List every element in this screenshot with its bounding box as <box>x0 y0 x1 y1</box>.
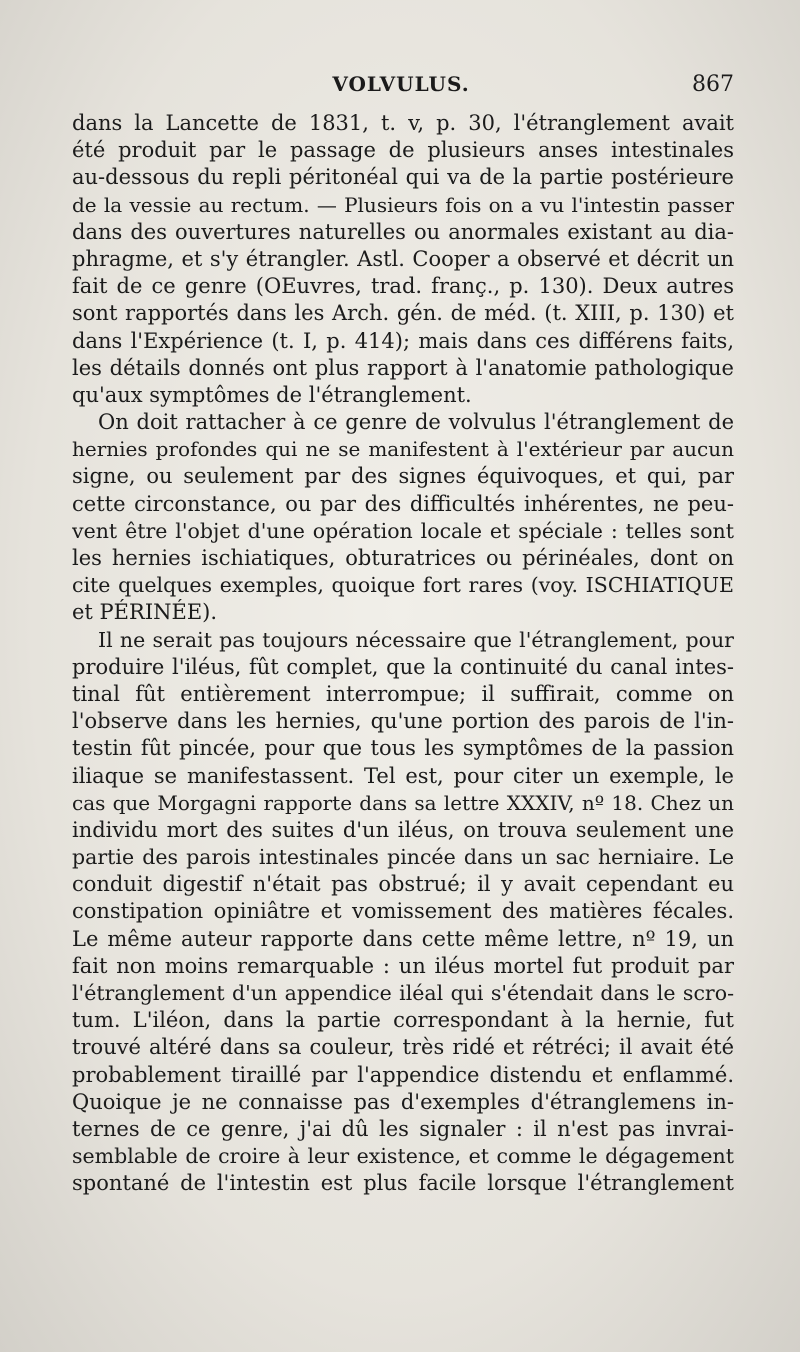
text-line: Quoique je ne connaisse pas d'exemples d'étranglemens in- <box>72 1089 734 1114</box>
text-line: été produit par le passage de plusieurs anses intestinales <box>72 138 734 163</box>
text-line: semblable de croire à leur existence, et comme le dégagement <box>72 1144 734 1169</box>
text-line: cette circonstance, ou par des difficultés inhérentes, ne peu- <box>72 491 734 516</box>
text-line: cite quelques exemples, quoique fort rares (voy. ISCHIATIQUE <box>72 573 734 598</box>
text-line: dans la Lancette de 1831, t. v, p. 30, l'étranglement avait <box>72 111 734 135</box>
text-line: probablement tiraillé par l'appendice distendu et enflammé. <box>72 1062 734 1087</box>
text-line: iliaque se manifestassent. Tel est, pour citer un exemple, le <box>72 763 734 788</box>
text-line: ternes de ce genre, j'ai dû les signaler : il n'est pas invrai- <box>72 1116 734 1141</box>
text-line: qu'aux symptômes de l'étranglement. <box>72 382 472 407</box>
text-line: sont rapportés dans les Arch. gén. de méd. (t. XIII, p. 130) et <box>72 301 734 326</box>
text-line: les détails donnés ont plus rapport à l'anatomie pathologique <box>72 355 734 380</box>
text-line: fait non moins remarquable : un iléus mortel fut produit par <box>72 953 734 978</box>
text-line: l'étranglement d'un appendice iléal qui s'étendait dans le scro- <box>72 981 734 1005</box>
text-line: testin fût pincée, pour que tous les symptômes de la passion <box>72 736 734 761</box>
text-line: conduit digestif n'était pas obstrué; il y avait cependant eu <box>72 872 734 897</box>
text-line: fait de ce genre (OEuvres, trad. franç., p. 130). Deux autres <box>72 274 734 299</box>
text-line: vent être l'objet d'une opération locale et spéciale : telles sont <box>72 518 734 543</box>
text-line: les hernies ischiatiques, obturatrices ou périnéales, dont on <box>72 546 734 570</box>
text-line: constipation opiniâtre et vomissement des matières fécales. <box>72 899 734 924</box>
text-line: tinal fût entièrement interrompue; il suffirait, comme on <box>72 681 734 706</box>
text-line: On doit rattacher à ce genre de volvulus l'étranglement de <box>98 410 734 435</box>
text-line: dans des ouvertures naturelles ou anormales existant au dia- <box>72 219 734 244</box>
text-line: de la vessie au rectum. — Plusieurs fois on a vu l'intestin passer <box>72 192 734 217</box>
text-line: trouvé altéré dans sa couleur, très ridé et rétréci; il avait été <box>72 1035 734 1060</box>
text-line: produire l'iléus, fût complet, que la continuité du canal intes- <box>72 654 734 679</box>
text-line: hernies profondes qui ne se manifestent à l'extérieur par aucun <box>72 437 734 462</box>
text-line: spontané de l'intestin est plus facile lorsque l'étranglement <box>72 1171 734 1196</box>
page-header <box>68 72 734 104</box>
text-line: Le même auteur rapporte dans cette même lettre, nº 19, un <box>72 926 734 951</box>
running-title: VOLVULUS. <box>332 72 470 96</box>
text-line: tum. L'iléon, dans la partie correspondant à la hernie, fut <box>72 1008 734 1033</box>
page-number: 867 <box>692 72 734 97</box>
text-line: cas que Morgagni rapporte dans sa lettre XXXIV, nº 18. Chez un <box>72 790 734 815</box>
text-line: dans l'Expérience (t. I, p. 414); mais dans ces différens faits, <box>72 328 734 353</box>
text-line: signe, ou seulement par des signes équivoques, et qui, par <box>72 464 734 489</box>
text-line: partie des parois intestinales pincée dans un sac herniaire. Le <box>72 845 734 870</box>
text-line: au-dessous du repli péritonéal qui va de la partie postérieure <box>72 165 734 190</box>
text-line: l'observe dans les hernies, qu'une portion des parois de l'in- <box>72 709 734 734</box>
body-text <box>72 110 734 1198</box>
text-line: individu mort des suites d'un iléus, on trouva seulement une <box>72 817 734 842</box>
text-line: phragme, et s'y étrangler. Astl. Cooper a observé et décrit un <box>72 246 734 271</box>
text-line: et PÉRINÉE). <box>72 600 218 625</box>
text-line: Il ne serait pas toujours nécessaire que l'étranglement, pour <box>98 627 734 652</box>
